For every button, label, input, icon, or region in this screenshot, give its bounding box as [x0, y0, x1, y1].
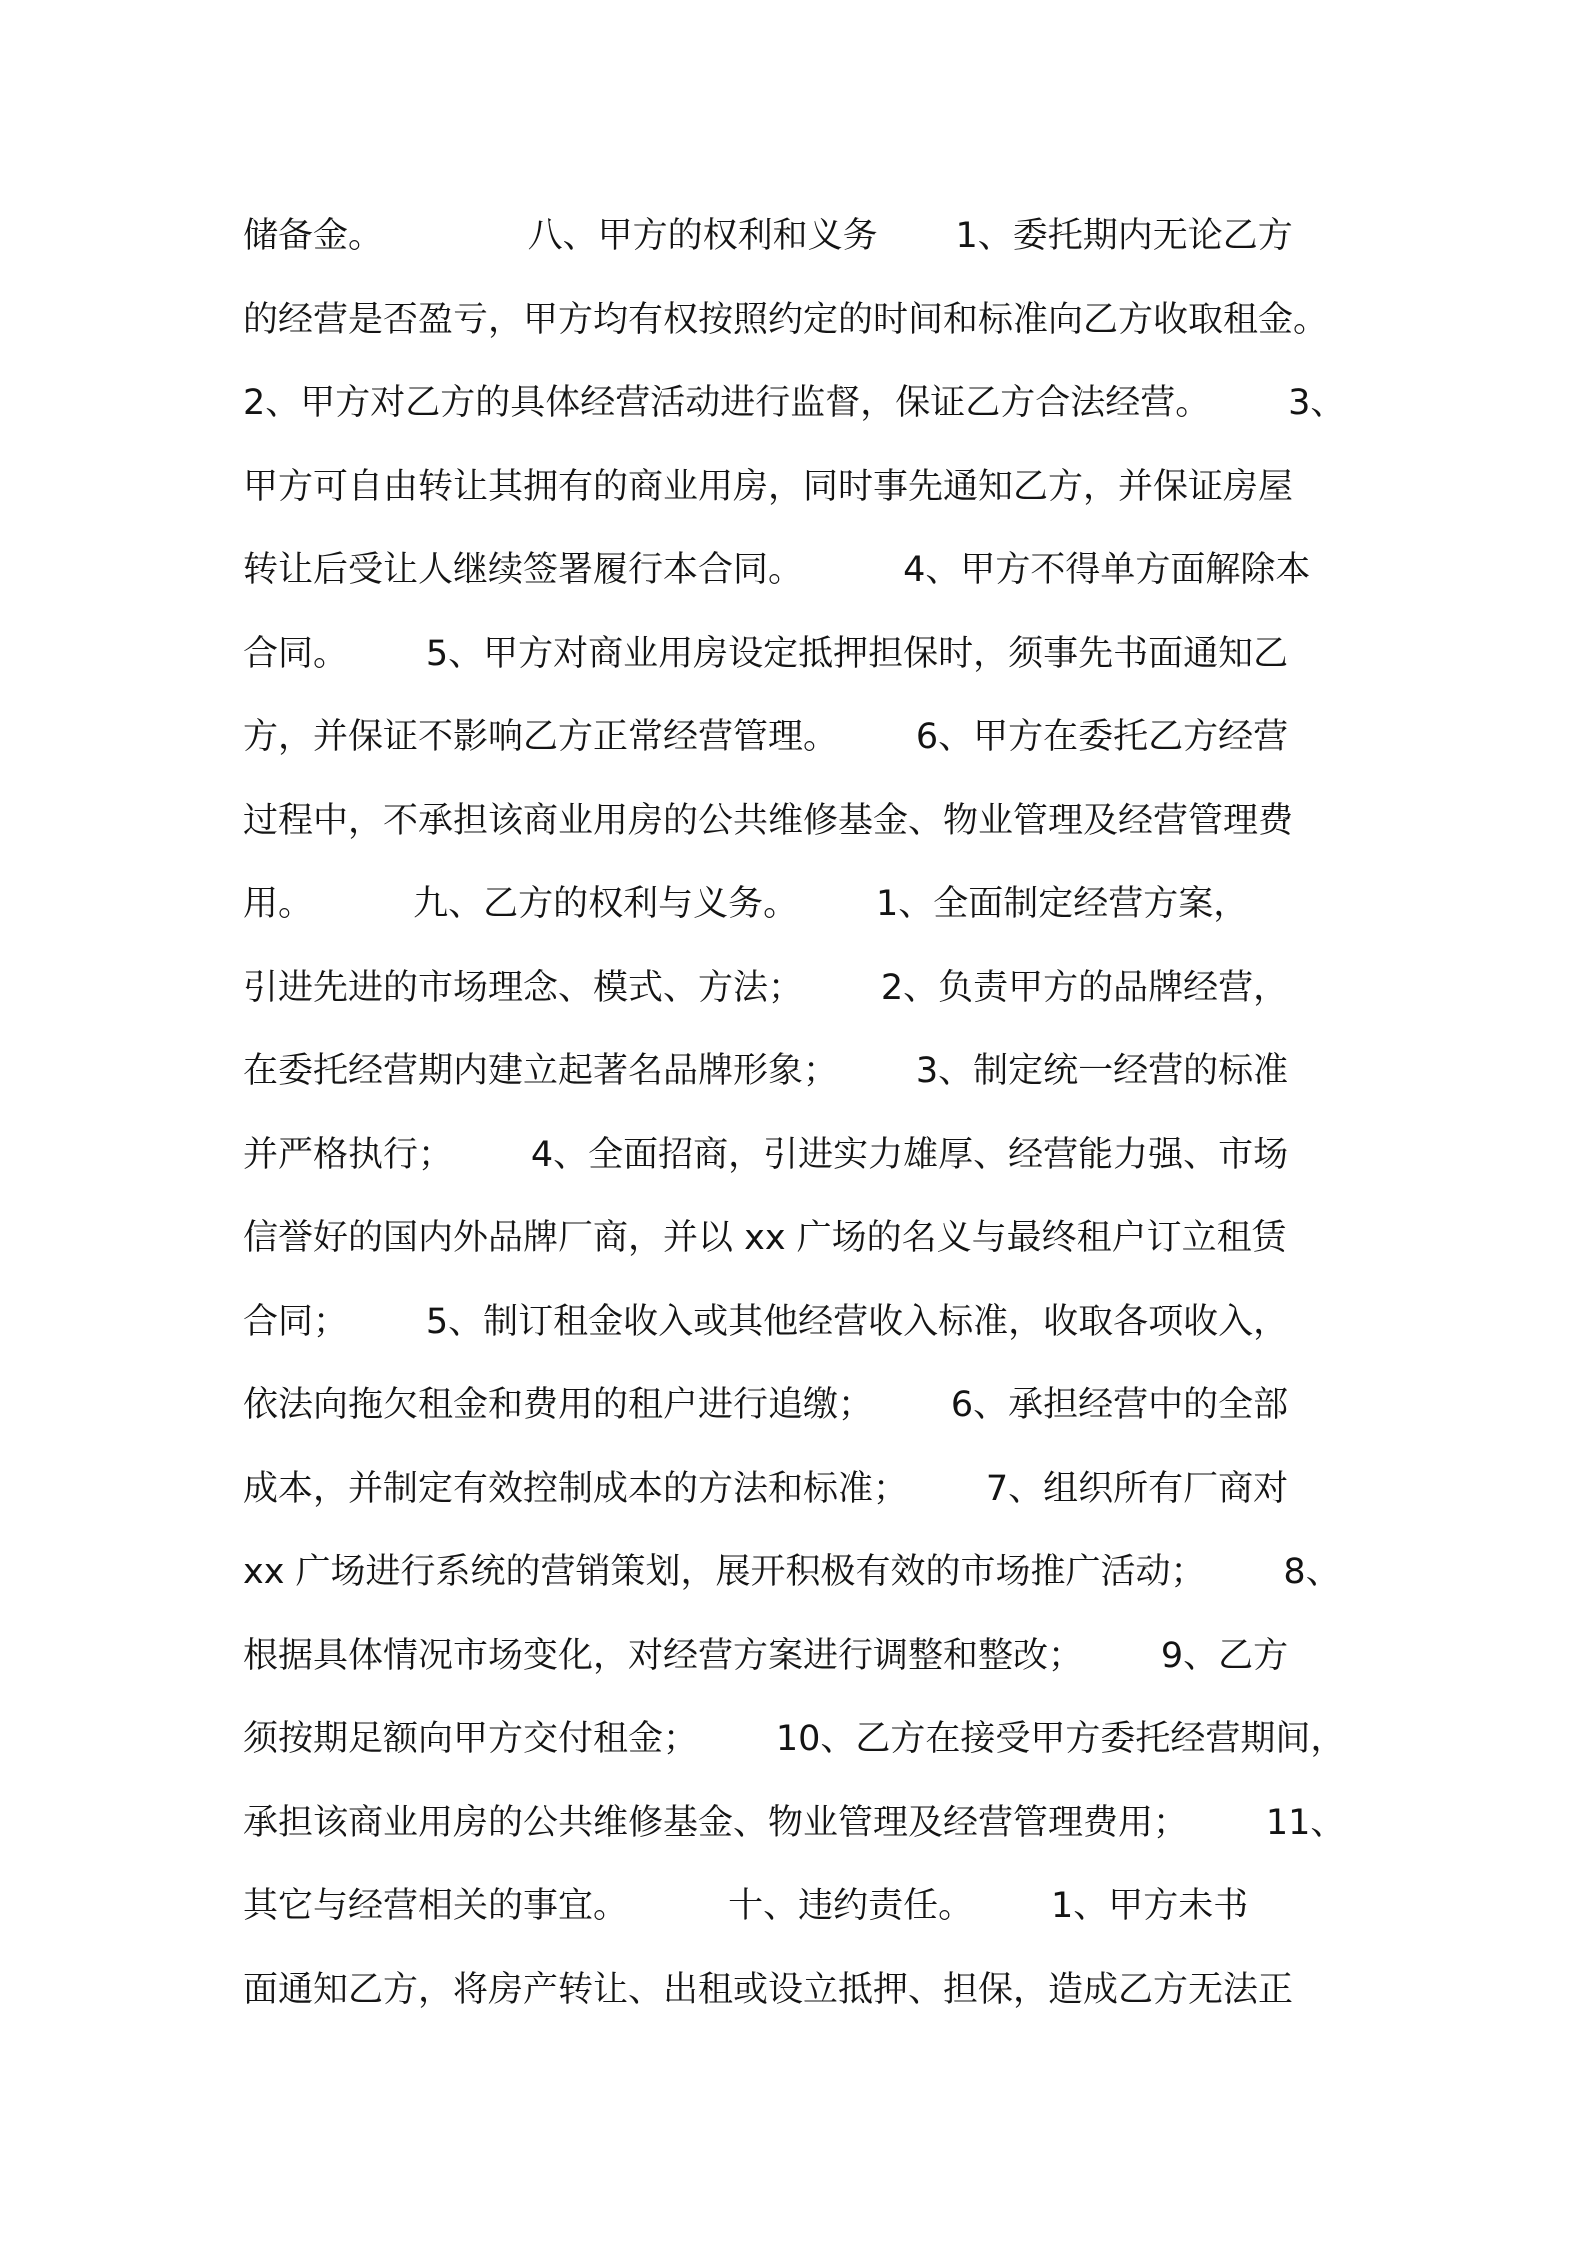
text-line: 储备金。 八、甲方的权利和义务 1、委托期内无论乙方 [243, 216, 1293, 256]
text-line: 方，并保证不影响乙方正常经营管理。 6、甲方在委托乙方经营 [243, 717, 1289, 757]
text-line: 过程中，不承担该商业用房的公共维修基金、物业管理及经营管理费 [243, 800, 1294, 841]
text-line: 2、甲方对乙方的具体经营活动进行监督，保证乙方合法经营。 3、 [243, 383, 1346, 423]
text-line: 在委托经营期内建立起著名品牌形象； 3、制定统一经营的标准 [243, 1051, 1289, 1091]
text-line: 的经营是否盈亏，甲方均有权按照约定的时间和标准向乙方收取租金。 [243, 299, 1329, 340]
text-line: 甲方可自由转让其拥有的商业用房，同时事先通知乙方，并保证房屋 [243, 466, 1294, 507]
text-line: 用。 九、乙方的权利与义务。 1、全面制定经营方案， [243, 884, 1249, 924]
text-line: 并严格执行； 4、全面招商，引进实力雄厚、经营能力强、市场 [243, 1134, 1289, 1175]
text-line: 面通知乙方，将房产转让、出租或设立抵押、担保，造成乙方无法正 [243, 1969, 1294, 2010]
text-line: 依法向拖欠租金和费用的租户进行追缴； 6、承担经营中的全部 [243, 1385, 1289, 1425]
text-line: xx 广场进行系统的营销策划，展开积极有效的市场推广活动； 8、 [243, 1552, 1341, 1592]
text-line: 成本，并制定有效控制成本的方法和标准； 7、组织所有厂商对 [243, 1468, 1289, 1509]
document-body [243, 195, 1373, 2032]
text-line: 转让后受让人继续签署履行本合同。 4、甲方不得单方面解除本 [243, 550, 1311, 590]
text-line: 其它与经营相关的事宜。 十、违约责任。 1、甲方未书 [243, 1886, 1249, 1926]
text-line: 引进先进的市场理念、模式、方法； 2、负责甲方的品牌经营， [243, 967, 1289, 1008]
text-line: 合同。 5、甲方对商业用房设定抵押担保时，须事先书面通知乙 [243, 633, 1289, 674]
text-line: 根据具体情况市场变化，对经营方案进行调整和整改； 9、乙方 [243, 1635, 1289, 1676]
text-line: 承担该商业用房的公共维修基金、物业管理及经营管理费用； 11、 [243, 1802, 1346, 1843]
text-line: 信誉好的国内外品牌厂商，并以 xx 广场的名义与最终租户订立租赁 [243, 1218, 1287, 1258]
text-line: 合同； 5、制订租金收入或其他经营收入标准，收取各项收入， [243, 1301, 1289, 1342]
text-line: 须按期足额向甲方交付租金； 10、乙方在接受甲方委托经营期间， [243, 1719, 1346, 1759]
